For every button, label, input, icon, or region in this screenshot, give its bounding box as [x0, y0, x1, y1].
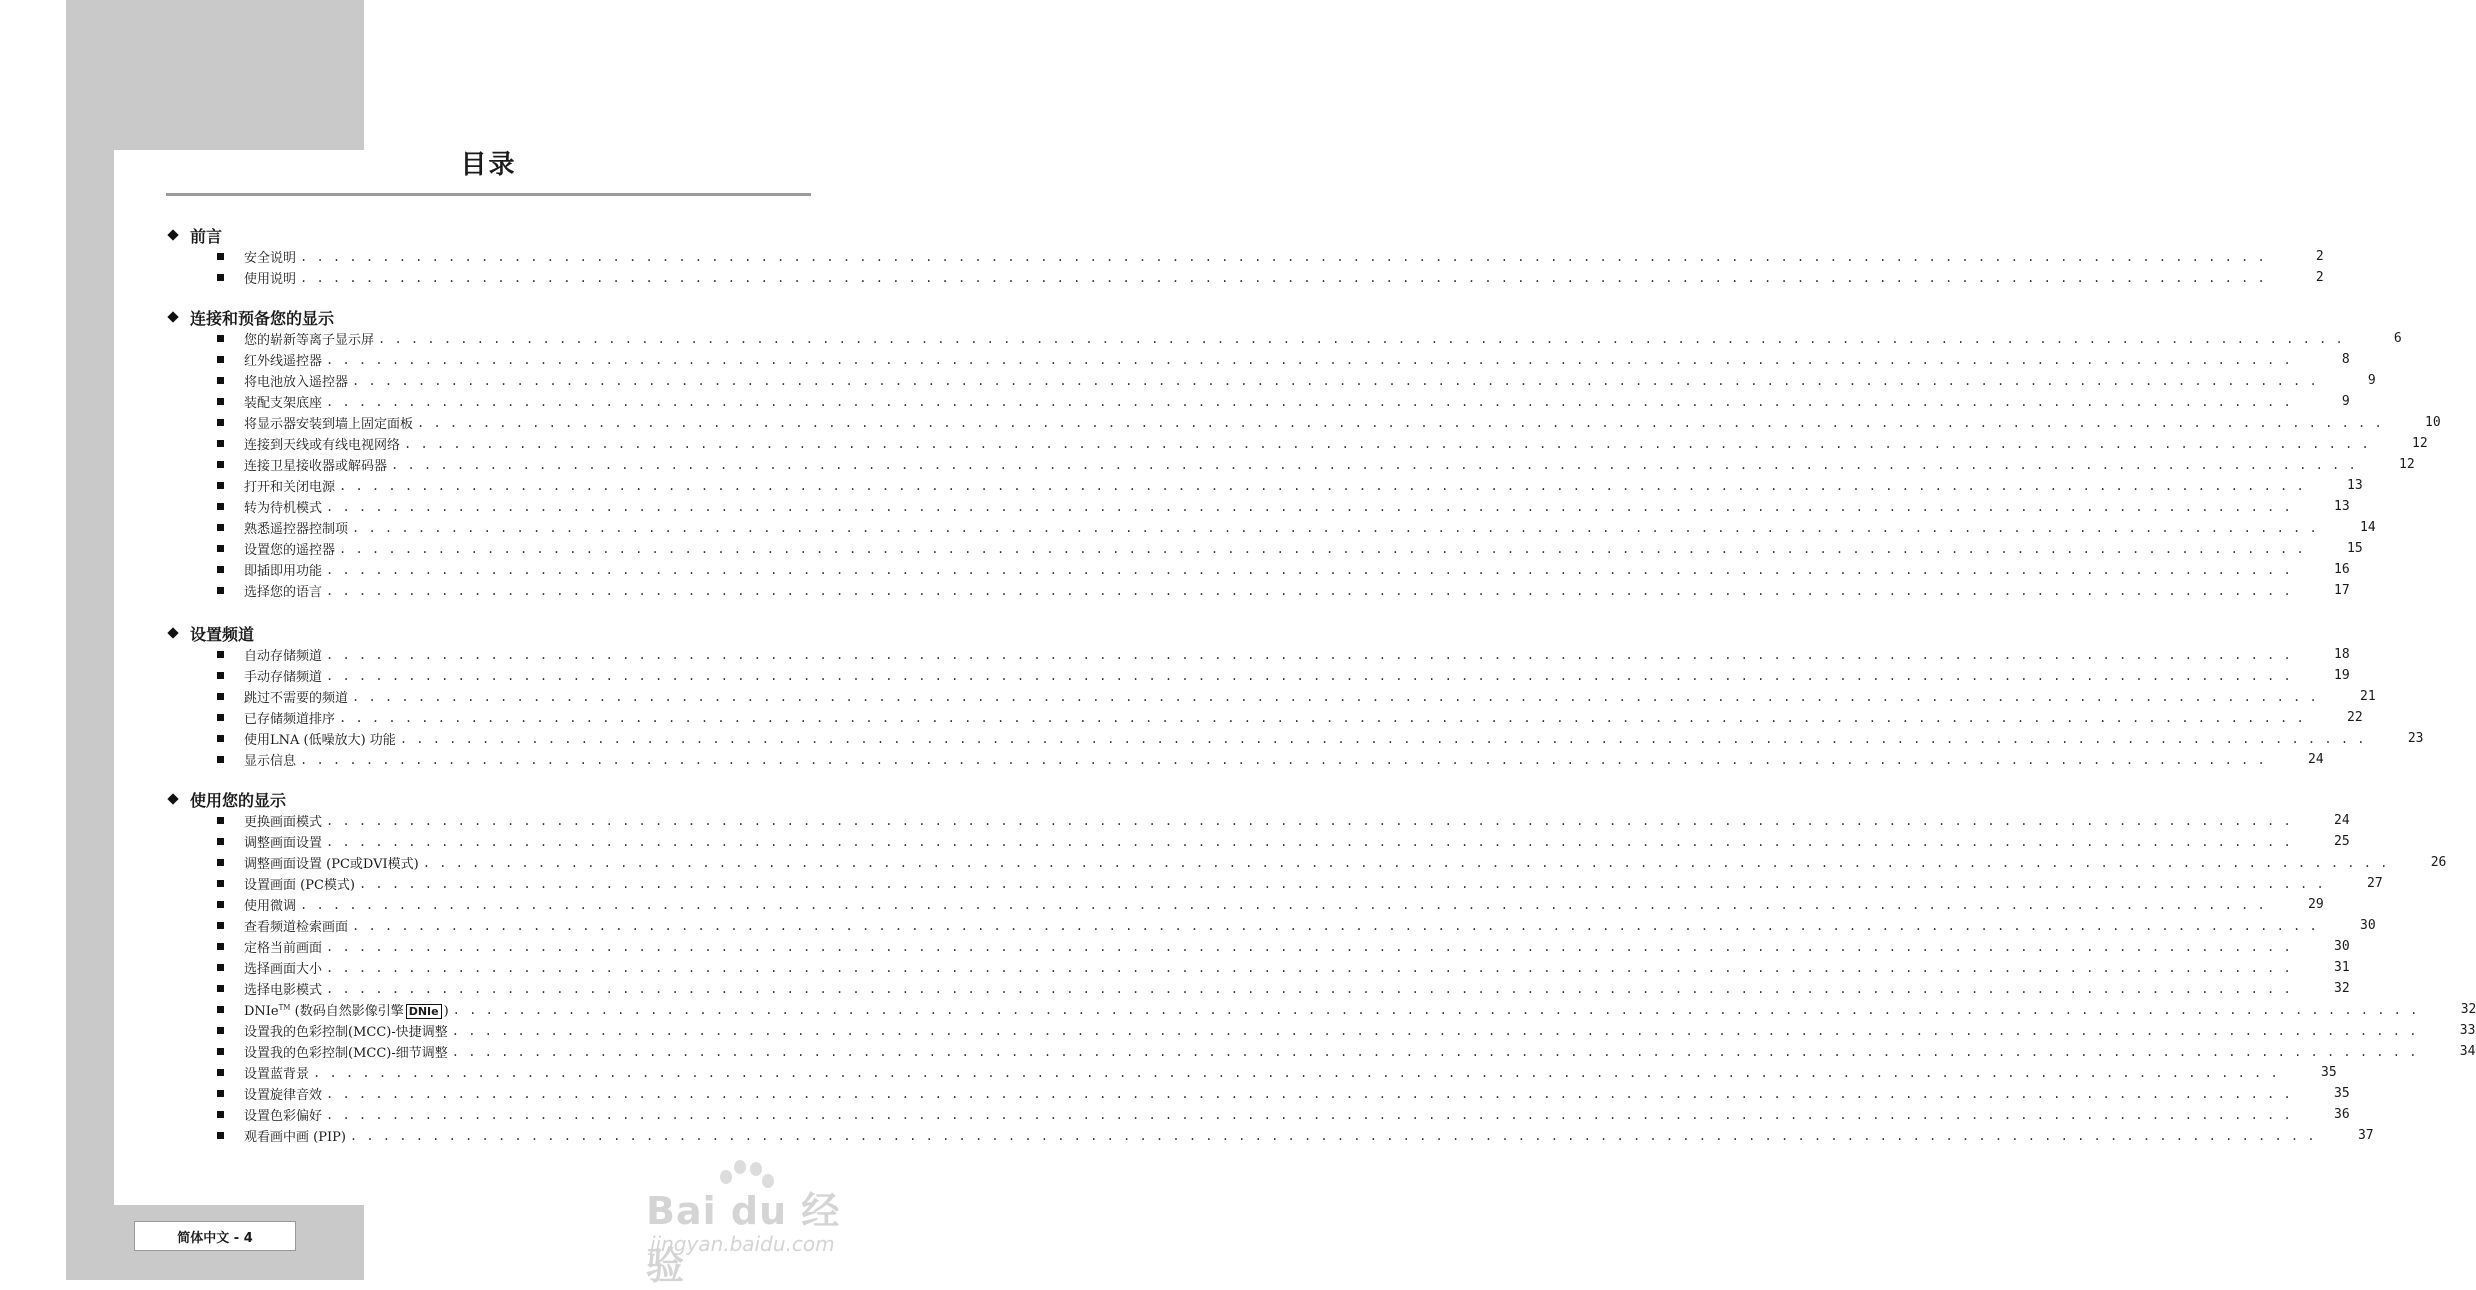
toc-entry-title: 调整画面设置 (PC或DVI模式)	[244, 857, 419, 872]
watermark-brand: Bai du 经验	[646, 1189, 841, 1288]
dot-leader: . . . . . . . . . . . . . . . . . . . . . . . . . . . . . . . . . . . . . . . . . . . . . . . . . . . . . . . . . . . . . . . . . . . . . . . . . . . . . . . . . . . . . . . . . . . . . . . . . . . . . . . . . . . . . . . . . . . . . . . .	[326, 647, 2292, 662]
dot-leader: . . . . . . . . . . . . . . . . . . . . . . . . . . . . . . . . . . . . . . . . . . . . . . . . . . . . . . . . . . . . . . . . . . . . . . . . . . . . . . . . . . . . . . . . . . . . . . . . . . . . . . . . . . . . . . . . . . . . . . . .	[417, 415, 2383, 430]
page-number-label: 简体中文 - 4	[134, 1221, 296, 1251]
toc-entry-title: 连接到天线或有线电视网络	[244, 438, 401, 453]
toc-entry-page: 21	[2360, 689, 2376, 704]
dot-leader: . . . . . . . . . . . . . . . . . . . . . . . . . . . . . . . . . . . . . . . . . . . . . . . . . . . . . . . . . . . . . . . . . . . . . . . . . . . . . . . . . . . . . . . . . . . . . . . . . . . . . . . . . . . . . . . . . . . . . . . .	[399, 731, 2366, 746]
square-bullet-icon	[217, 253, 224, 260]
square-bullet-icon	[217, 1111, 224, 1118]
square-bullet-icon	[217, 922, 224, 929]
toc-entry[interactable]	[166, 894, 2324, 915]
dot-leader: . . . . . . . . . . . . . . . . . . . . . . . . . . . . . . . . . . . . . . . . . . . . . . . . . . . . . . . . . . . . . . . . . . . . . . . . . . . . . . . . . . . . . . . . . . . . . . . . . . . . . . . . . . . . . . . . . . . . . . . .	[352, 918, 2318, 933]
square-bullet-icon	[217, 377, 224, 384]
dot-leader: . . . . . . . . . . . . . . . . . . . . . . . . . . . . . . . . . . . . . . . . . . . . . . . . . . . . . . . . . . . . . . . . . . . . . . . . . . . . . . . . . . . . . . . . . . . . . . . . . . . . . . . . . . . . . . . . . . . . . . . .	[300, 752, 2266, 767]
toc-entry[interactable]	[166, 454, 2415, 475]
toc-entry[interactable]	[166, 873, 2383, 894]
toc-entry-page: 32	[2334, 981, 2350, 996]
toc-entry-title: 设置蓝背景	[244, 1067, 310, 1082]
toc-entry-page: 35	[2321, 1065, 2337, 1080]
dot-leader: . . . . . . . . . . . . . . . . . . . . . . . . . . . . . . . . . . . . . . . . . . . . . . . . . . . . . . . . . . . . . . . . . . . . . . . . . . . . . . . . . . . . . . . . . . . . . . . . . . . . . . . . . . . . . . . . . . . . . . . .	[452, 1002, 2419, 1017]
toc-entry-title: 转为待机模式	[244, 501, 323, 516]
toc-entry-title: 连接卫星接收器或解码器	[244, 459, 388, 474]
toc-entry-page: 22	[2347, 710, 2363, 725]
toc-entry-title: 选择您的语言	[244, 585, 323, 600]
square-bullet-icon	[217, 1090, 224, 1097]
toc-entry-title: 您的崭新等离子显示屏	[244, 333, 375, 348]
section-heading	[166, 306, 816, 328]
dot-leader: . . . . . . . . . . . . . . . . . . . . . . . . . . . . . . . . . . . . . . . . . . . . . . . . . . . . . . . . . . . . . . . . . . . . . . . . . . . . . . . . . . . . . . . . . . . . . . . . . . . . . . . . . . . . . . . . . . . . . . . .	[451, 1044, 2418, 1059]
dot-leader: . . . . . . . . . . . . . . . . . . . . . . . . . . . . . . . . . . . . . . . . . . . . . . . . . . . . . . . . . . . . . . . . . . . . . . . . . . . . . . . . . . . . . . . . . . . . . . . . . . . . . . . . . . . . . . . . . . . . . . . .	[339, 710, 2305, 725]
toc-entry-title: 显示信息	[244, 754, 297, 769]
square-bullet-icon	[217, 419, 224, 426]
square-bullet-icon	[217, 1006, 224, 1013]
diamond-bullet-icon	[167, 793, 178, 804]
dot-leader: . . . . . . . . . . . . . . . . . . . . . . . . . . . . . . . . . . . . . . . . . . . . . . . . . . . . . . . . . . . . . . . . . . . . . . . . . . . . . . . . . . . . . . . . . . . . . . . . . . . . . . . . . . . . . . . . . . . . . . . .	[391, 457, 2357, 472]
toc-entry-title: 使用说明	[244, 272, 297, 287]
toc-entry-page: 8	[2341, 352, 2350, 367]
square-bullet-icon	[217, 1132, 224, 1139]
toc-entry-title: 将显示器安装到墙上固定面板	[244, 417, 414, 432]
toc-entry-page: 35	[2334, 1086, 2350, 1101]
toc-entry[interactable]	[166, 412, 2441, 433]
toc-entry-page: 18	[2334, 647, 2350, 662]
section-heading	[166, 224, 816, 246]
toc-entry-title: 选择画面大小	[244, 962, 323, 977]
toc-entry-page: 23	[2407, 731, 2424, 746]
toc-entry[interactable]	[166, 852, 2447, 873]
toc-entry[interactable]	[166, 1020, 2476, 1041]
baidu-watermark	[640, 1160, 860, 1288]
toc-entry-title: 打开和关闭电源	[244, 480, 336, 495]
toc-entry-page: 10	[2425, 415, 2441, 430]
toc-entry[interactable]	[166, 1041, 2476, 1062]
toc-entry-page: 19	[2334, 668, 2350, 683]
dot-leader: . . . . . . . . . . . . . . . . . . . . . . . . . . . . . . . . . . . . . . . . . . . . . . . . . . . . . . . . . . . . . . . . . . . . . . . . . . . . . . . . . . . . . . . . . . . . . . . . . . . . . . . . . . . . . . . . . . . . . . . .	[326, 562, 2292, 577]
dot-leader: . . . . . . . . . . . . . . . . . . . . . . . . . . . . . . . . . . . . . . . . . . . . . . . . . . . . . . . . . . . . . . . . . . . . . . . . . . . . . . . . . . . . . . . . . . . . . . . . . . . . . . . . . . . . . . . . . . . . . . . .	[404, 436, 2370, 451]
dot-leader: . . . . . . . . . . . . . . . . . . . . . . . . . . . . . . . . . . . . . . . . . . . . . . . . . . . . . . . . . . . . . . . . . . . . . . . . . . . . . . . . . . . . . . . . . . . . . . . . . . . . . . . . . . . . . . . . . . . . . . . .	[352, 689, 2318, 704]
square-bullet-icon	[217, 482, 224, 489]
square-bullet-icon	[217, 943, 224, 950]
toc-entry-title: 设置画面 (PC模式)	[244, 878, 355, 893]
toc-entry[interactable]	[166, 246, 2324, 267]
toc-entry-title: 设置我的色彩控制(MCC)-快捷调整	[244, 1025, 448, 1040]
dnie-logo-icon: DNIe	[406, 1004, 442, 1019]
page-title: 目录	[460, 150, 517, 180]
section-heading-text: 设置频道	[190, 624, 255, 644]
toc-section	[166, 788, 2476, 1146]
toc-entry-title: 更换画面模式	[244, 815, 323, 830]
dot-leader: . . . . . . . . . . . . . . . . . . . . . . . . . . . . . . . . . . . . . . . . . . . . . . . . . . . . . . . . . . . . . . . . . . . . . . . . . . . . . . . . . . . . . . . . . . . . . . . . . . . . . . . . . . . . . . . . . . . . . . . .	[326, 813, 2292, 828]
square-bullet-icon	[217, 356, 224, 363]
toc-entry-title: 使用微调	[244, 899, 297, 914]
toc-entry-page: 24	[2308, 752, 2324, 767]
toc-entry[interactable]	[166, 496, 2350, 517]
title-divider	[166, 193, 811, 196]
toc-entry[interactable]	[166, 433, 2428, 454]
toc-entry-page: 34	[2459, 1044, 2476, 1059]
toc-entry-title: 熟悉遥控器控制项	[244, 522, 349, 537]
square-bullet-icon	[217, 545, 224, 552]
dot-leader: . . . . . . . . . . . . . . . . . . . . . . . . . . . . . . . . . . . . . . . . . . . . . . . . . . . . . . . . . . . . . . . . . . . . . . . . . . . . . . . . . . . . . . . . . . . . . . . . . . . . . . . . . . . . . . . . . . . . . . . .	[300, 897, 2266, 912]
toc-entry-title: 红外线遥控器	[244, 354, 323, 369]
toc-entry[interactable]	[166, 370, 2376, 391]
toc-entry-page: 13	[2334, 499, 2350, 514]
square-bullet-icon	[217, 524, 224, 531]
square-bullet-icon	[217, 693, 224, 700]
toc-entry-page: 2	[2315, 249, 2324, 264]
dot-leader: . . . . . . . . . . . . . . . . . . . . . . . . . . . . . . . . . . . . . . . . . . . . . . . . . . . . . . . . . . . . . . . . . . . . . . . . . . . . . . . . . . . . . . . . . . . . . . . . . . . . . . . . . . . . . . . . . . . . . . . .	[349, 1128, 2316, 1143]
toc-entry-page: 12	[2399, 457, 2415, 472]
toc-entry-page: 17	[2334, 583, 2350, 598]
toc-entry-page: 13	[2347, 478, 2363, 493]
toc-entry[interactable]	[166, 707, 2363, 728]
toc-entry-page: 12	[2412, 436, 2428, 451]
toc-entry-page: 2	[2315, 270, 2324, 285]
toc-entry-title: DNIe™ (数码自然影像引擎 DNIe )	[244, 1003, 449, 1019]
toc-entry-title: 观看画中画 (PIP)	[244, 1130, 346, 1145]
toc-entry-page: 9	[2341, 394, 2350, 409]
dot-leader: . . . . . . . . . . . . . . . . . . . . . . . . . . . . . . . . . . . . . . . . . . . . . . . . . . . . . . . . . . . . . . . . . . . . . . . . . . . . . . . . . . . . . . . . . . . . . . . . . . . . . . . . . . . . . . . . . . . . . . . .	[339, 478, 2305, 493]
toc-entry-page: 9	[2367, 373, 2376, 388]
square-bullet-icon	[217, 756, 224, 763]
dot-leader: . . . . . . . . . . . . . . . . . . . . . . . . . . . . . . . . . . . . . . . . . . . . . . . . . . . . . . . . . . . . . . . . . . . . . . . . . . . . . . . . . . . . . . . . . . . . . . . . . . . . . . . . . . . . . . . . . . . . . . . .	[326, 499, 2292, 514]
dot-leader: . . . . . . . . . . . . . . . . . . . . . . . . . . . . . . . . . . . . . . . . . . . . . . . . . . . . . . . . . . . . . . . . . . . . . . . . . . . . . . . . . . . . . . . . . . . . . . . . . . . . . . . . . . . . . . . . . . . . . . . .	[326, 1086, 2292, 1101]
toc-entry-page: 25	[2334, 834, 2350, 849]
toc-entry[interactable]	[166, 1083, 2350, 1104]
square-bullet-icon	[217, 503, 224, 510]
square-bullet-icon	[217, 566, 224, 573]
dot-leader: . . . . . . . . . . . . . . . . . . . . . . . . . . . . . . . . . . . . . . . . . . . . . . . . . . . . . . . . . . . . . . . . . . . . . . . . . . . . . . . . . . . . . . . . . . . . . . . . . . . . . . . . . . . . . . . . . . . . . . . .	[326, 960, 2292, 975]
toc-entry-title: 选择电影模式	[244, 983, 323, 998]
toc-entry-page: 26	[2430, 855, 2447, 870]
square-bullet-icon	[217, 735, 224, 742]
square-bullet-icon	[217, 274, 224, 281]
section-heading-text: 连接和预备您的显示	[190, 308, 335, 328]
dot-leader: . . . . . . . . . . . . . . . . . . . . . . . . . . . . . . . . . . . . . . . . . . . . . . . . . . . . . . . . . . . . . . . . . . . . . . . . . . . . . . . . . . . . . . . . . . . . . . . . . . . . . . . . . . . . . . . . . . . . . . . .	[300, 270, 2266, 285]
toc-entry[interactable]	[166, 831, 2350, 852]
toc-entry-title: 定格当前画面	[244, 941, 323, 956]
square-bullet-icon	[217, 880, 224, 887]
toc-entry[interactable]	[166, 936, 2350, 957]
toc-entry[interactable]	[166, 559, 2350, 580]
toc-entry-page: 37	[2357, 1128, 2374, 1143]
section-heading-text: 使用您的显示	[190, 790, 287, 810]
dot-leader: . . . . . . . . . . . . . . . . . . . . . . . . . . . . . . . . . . . . . . . . . . . . . . . . . . . . . . . . . . . . . . . . . . . . . . . . . . . . . . . . . . . . . . . . . . . . . . . . . . . . . . . . . . . . . . . . . . . . . . . .	[326, 583, 2292, 598]
toc-entry-title: 将电池放入遥控器	[244, 375, 349, 390]
toc-entry-title: 跳过不需要的频道	[244, 691, 349, 706]
toc-entry[interactable]	[166, 978, 2350, 999]
square-bullet-icon	[217, 1069, 224, 1076]
dot-leader: . . . . . . . . . . . . . . . . . . . . . . . . . . . . . . . . . . . . . . . . . . . . . . . . . . . . . . . . . . . . . . . . . . . . . . . . . . . . . . . . . . . . . . . . . . . . . . . . . . . . . . . . . . . . . . . . . . . . . . . .	[300, 249, 2266, 264]
toc-entry[interactable]	[166, 267, 2324, 288]
toc-entry-page: 30	[2334, 939, 2350, 954]
toc-entry-title: 已存储频道排序	[244, 712, 336, 727]
toc-entry-title: 使用LNA (低噪放大) 功能	[244, 733, 396, 748]
dot-leader: . . . . . . . . . . . . . . . . . . . . . . . . . . . . . . . . . . . . . . . . . . . . . . . . . . . . . . . . . . . . . . . . . . . . . . . . . . . . . . . . . . . . . . . . . . . . . . . . . . . . . . . . . . . . . . . . . . . . . . . .	[326, 394, 2292, 409]
dot-leader: . . . . . . . . . . . . . . . . . . . . . . . . . . . . . . . . . . . . . . . . . . . . . . . . . . . . . . . . . . . . . . . . . . . . . . . . . . . . . . . . . . . . . . . . . . . . . . . . . . . . . . . . . . . . . . . . . . . . . . . .	[358, 876, 2325, 891]
toc-entry[interactable]	[166, 1104, 2350, 1125]
toc-entry[interactable]	[166, 810, 2350, 831]
toc-entry-page: 16	[2334, 562, 2350, 577]
toc-entry[interactable]	[166, 391, 2350, 412]
section-heading-text: 前言	[190, 226, 223, 246]
diamond-bullet-icon	[167, 627, 178, 638]
toc-entry[interactable]	[166, 1062, 2337, 1083]
dot-leader: . . . . . . . . . . . . . . . . . . . . . . . . . . . . . . . . . . . . . . . . . . . . . . . . . . . . . . . . . . . . . . . . . . . . . . . . . . . . . . . . . . . . . . . . . . . . . . . . . . . . . . . . . . . . . . . . . . . . . . . .	[326, 939, 2292, 954]
dot-leader: . . . . . . . . . . . . . . . . . . . . . . . . . . . . . . . . . . . . . . . . . . . . . . . . . . . . . . . . . . . . . . . . . . . . . . . . . . . . . . . . . . . . . . . . . . . . . . . . . . . . . . . . . . . . . . . . . . . . . . . .	[339, 541, 2305, 556]
toc-entry[interactable]	[166, 517, 2376, 538]
square-bullet-icon	[217, 817, 224, 824]
toc-entry[interactable]	[166, 475, 2363, 496]
toc-entry-title: 装配支架底座	[244, 396, 323, 411]
toc-section	[166, 224, 2324, 288]
diamond-bullet-icon	[167, 311, 178, 322]
square-bullet-icon	[217, 964, 224, 971]
toc-entry-title: 自动存储频道	[244, 649, 323, 664]
square-bullet-icon	[217, 398, 224, 405]
toc-entry-page: 27	[2367, 876, 2383, 891]
toc-section	[166, 622, 2424, 770]
toc-entry-title: 手动存储频道	[244, 670, 323, 685]
dot-leader: . . . . . . . . . . . . . . . . . . . . . . . . . . . . . . . . . . . . . . . . . . . . . . . . . . . . . . . . . . . . . . . . . . . . . . . . . . . . . . . . . . . . . . . . . . . . . . . . . . . . . . . . . . . . . . . . . . . . . . . .	[326, 834, 2292, 849]
toc-entry-page: 33	[2459, 1023, 2476, 1038]
dot-leader: . . . . . . . . . . . . . . . . . . . . . . . . . . . . . . . . . . . . . . . . . . . . . . . . . . . . . . . . . . . . . . . . . . . . . . . . . . . . . . . . . . . . . . . . . . . . . . . . . . . . . . . . . . . . . . . . . . . . . . . .	[378, 331, 2344, 346]
toc-entry-title: 即插即用功能	[244, 564, 323, 579]
dot-leader: . . . . . . . . . . . . . . . . . . . . . . . . . . . . . . . . . . . . . . . . . . . . . . . . . . . . . . . . . . . . . . . . . . . . . . . . . . . . . . . . . . . . . . . . . . . . . . . . . . . . . . . . . . . . . . . . . . . . . . . .	[313, 1065, 2279, 1080]
dot-leader: . . . . . . . . . . . . . . . . . . . . . . . . . . . . . . . . . . . . . . . . . . . . . . . . . . . . . . . . . . . . . . . . . . . . . . . . . . . . . . . . . . . . . . . . . . . . . . . . . . . . . . . . . . . . . . . . . . . . . . . .	[326, 1107, 2292, 1122]
dot-leader: . . . . . . . . . . . . . . . . . . . . . . . . . . . . . . . . . . . . . . . . . . . . . . . . . . . . . . . . . . . . . . . . . . . . . . . . . . . . . . . . . . . . . . . . . . . . . . . . . . . . . . . . . . . . . . . . . . . . . . . .	[352, 373, 2318, 388]
dot-leader: . . . . . . . . . . . . . . . . . . . . . . . . . . . . . . . . . . . . . . . . . . . . . . . . . . . . . . . . . . . . . . . . . . . . . . . . . . . . . . . . . . . . . . . . . . . . . . . . . . . . . . . . . . . . . . . . . . . . . . . .	[326, 352, 2292, 367]
toc-entry-page: 31	[2334, 960, 2350, 975]
toc-entry[interactable]	[166, 349, 2350, 370]
toc-entry-page: 14	[2360, 520, 2376, 535]
dot-leader: . . . . . . . . . . . . . . . . . . . . . . . . . . . . . . . . . . . . . . . . . . . . . . . . . . . . . . . . . . . . . . . . . . . . . . . . . . . . . . . . . . . . . . . . . . . . . . . . . . . . . . . . . . . . . . . . . . . . . . . .	[422, 855, 2389, 870]
toc-entry-page: 30	[2360, 918, 2376, 933]
diamond-bullet-icon	[167, 229, 178, 240]
toc-entry-page: 29	[2308, 897, 2324, 912]
dot-leader: . . . . . . . . . . . . . . . . . . . . . . . . . . . . . . . . . . . . . . . . . . . . . . . . . . . . . . . . . . . . . . . . . . . . . . . . . . . . . . . . . . . . . . . . . . . . . . . . . . . . . . . . . . . . . . . . . . . . . . . .	[451, 1023, 2418, 1038]
toc-entry[interactable]	[166, 328, 2402, 349]
toc-entry[interactable]	[166, 686, 2376, 707]
square-bullet-icon	[217, 901, 224, 908]
toc-entry-title: 设置旋律音效	[244, 1088, 323, 1103]
watermark-url: jingyan.baidu.com	[650, 1232, 835, 1256]
square-bullet-icon	[217, 587, 224, 594]
trademark-sup: TM	[278, 1003, 291, 1012]
toc-entry[interactable]	[166, 728, 2424, 749]
toc-entry-page: 15	[2347, 541, 2363, 556]
toc-entry-page: 6	[2393, 331, 2402, 346]
square-bullet-icon	[217, 672, 224, 679]
square-bullet-icon	[217, 1048, 224, 1055]
square-bullet-icon	[217, 461, 224, 468]
toc-entry[interactable]	[166, 665, 2350, 686]
toc-entry[interactable]	[166, 749, 2324, 770]
square-bullet-icon	[217, 985, 224, 992]
dot-leader: . . . . . . . . . . . . . . . . . . . . . . . . . . . . . . . . . . . . . . . . . . . . . . . . . . . . . . . . . . . . . . . . . . . . . . . . . . . . . . . . . . . . . . . . . . . . . . . . . . . . . . . . . . . . . . . . . . . . . . . .	[352, 520, 2318, 535]
square-bullet-icon	[217, 651, 224, 658]
toc-entry-title: 调整画面设置	[244, 836, 323, 851]
toc-entry[interactable]	[166, 999, 2476, 1020]
toc-entry-title: 设置您的遥控器	[244, 543, 336, 558]
square-bullet-icon	[217, 440, 224, 447]
section-heading	[166, 622, 816, 644]
square-bullet-icon	[217, 714, 224, 721]
dot-leader: . . . . . . . . . . . . . . . . . . . . . . . . . . . . . . . . . . . . . . . . . . . . . . . . . . . . . . . . . . . . . . . . . . . . . . . . . . . . . . . . . . . . . . . . . . . . . . . . . . . . . . . . . . . . . . . . . . . . . . . .	[326, 981, 2292, 996]
toc-entry[interactable]	[166, 644, 2350, 665]
toc-entry[interactable]	[166, 580, 2350, 601]
square-bullet-icon	[217, 335, 224, 342]
square-bullet-icon	[217, 1027, 224, 1034]
dot-leader: . . . . . . . . . . . . . . . . . . . . . . . . . . . . . . . . . . . . . . . . . . . . . . . . . . . . . . . . . . . . . . . . . . . . . . . . . . . . . . . . . . . . . . . . . . . . . . . . . . . . . . . . . . . . . . . . . . . . . . . .	[326, 668, 2292, 683]
toc-entry[interactable]	[166, 957, 2350, 978]
toc-entry-page: 32	[2460, 1002, 2476, 1017]
toc-entry-title: 设置色彩偏好	[244, 1109, 323, 1124]
toc-entry[interactable]	[166, 915, 2376, 936]
section-heading	[166, 788, 816, 810]
toc-entry-page: 24	[2334, 813, 2350, 828]
toc-entry-title: 安全说明	[244, 251, 297, 266]
toc-entry-title: 设置我的色彩控制(MCC)-细节调整	[244, 1046, 448, 1061]
toc-entry[interactable]	[166, 538, 2363, 559]
square-bullet-icon	[217, 859, 224, 866]
toc-section	[166, 306, 2441, 601]
toc-entry[interactable]	[166, 1125, 2374, 1146]
toc-entry-title: 查看频道检索画面	[244, 920, 349, 935]
square-bullet-icon	[217, 838, 224, 845]
toc-entry-page: 36	[2334, 1107, 2350, 1122]
gray-margin-left	[66, 0, 114, 1280]
